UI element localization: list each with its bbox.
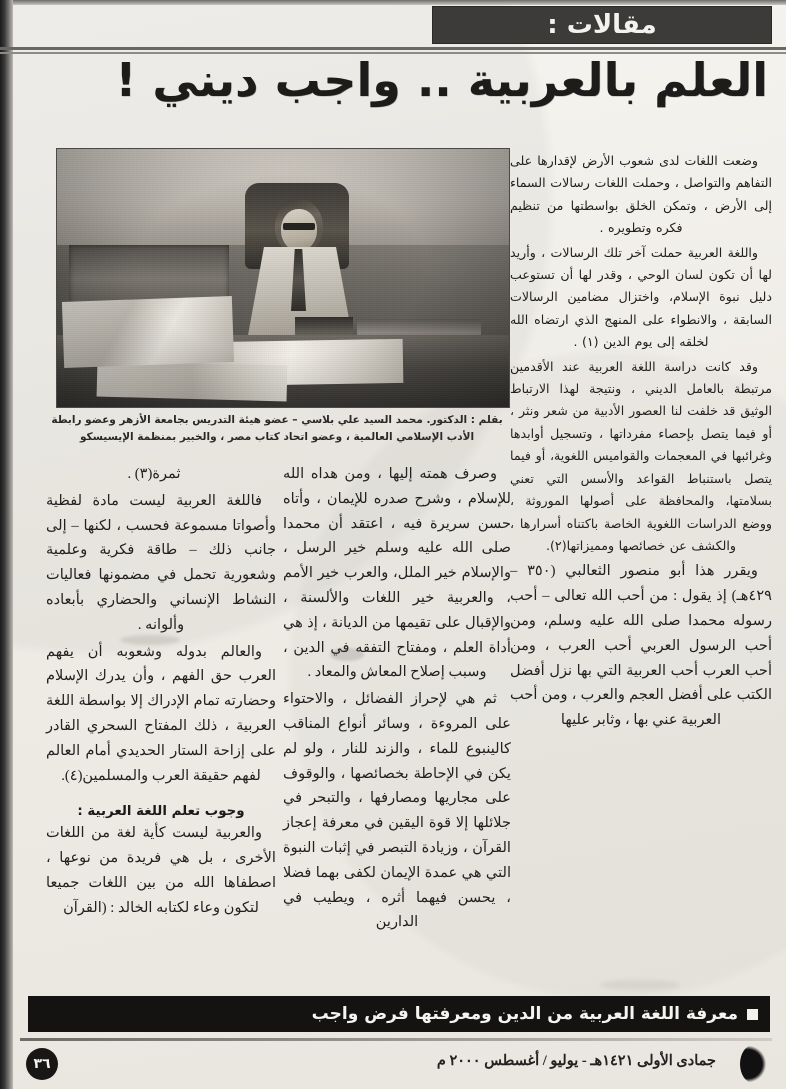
body-paragraph: والعالم بدوله وشعوبه أن يفهم العرب حق الفهم ، وأن يدرك الإسلام وحضارته تمام الإدراك إلا بواسطة اللغة العربية ، ذلك المفتاح السحري القادر على إزاحة الستار الحديدي أمام العالم لفهم حقيقة العرب والمسلمين(٤). — [46, 643, 276, 784]
column-right — [510, 150, 772, 735]
body-paragraph: والعربية ليست كأية لغة من اللغات الأخرى ، بل هي فريدة من نوعها ، اصطفاها الله من بين اللغات جميعا لتكون وعاء لكتابه الخالد : (القرآن — [46, 825, 276, 916]
square-bullet-icon — [747, 1009, 758, 1020]
page-number: ٣٦ — [26, 1048, 58, 1080]
scan-smudge — [740, 1045, 766, 1083]
section-subheading: وجوب تعلم اللغة العربية : — [77, 804, 245, 820]
section-banner-label: مقالات : — [547, 10, 657, 40]
body-paragraph: ثم هي لإحراز الفضائل ، والاحتواء على المروءة ، وسائر أنواع المناقب كالينبوع للماء ، والزند للنار ، ولو لم يكن في الإحاطة بخصائصها ، والوقوف على مجاريها ومصارفها ، والتبحر في جلائلها إلا قوة اليقين في معرفة إعجاز القرآن ، وزيادة التبصر في إثبات النبوة التي هي عمدة الإيمان لكفى بهما فضلا ، يحسن فيهما أثره ، ويطيب في الدارين — [283, 691, 511, 931]
scan-blotch — [600, 980, 680, 990]
column-left — [46, 462, 276, 923]
scan-edge-left — [0, 0, 13, 1089]
article-title: العلم بالعربية .. واجب ديني ! — [115, 53, 768, 107]
column-middle — [283, 462, 511, 937]
body-paragraph: وصرف همته إليها ، ومن هداه الله للإسلام ، وشرح صدره للإيمان ، وأتاه حسن سريرة فيه ، اعتقد أن محمدا صلى الله عليه وسلم خير الرسل ، والإسلام خير الملل، والعرب خير الأمم ، والعربية خير اللغات والألسنة ، والإقبال على تقيمها من الديانة ، إذ هي أداة العلم ، ومفتاح التفقه في الدين ، وسبب إصلاح المعاش والمعاد . — [283, 466, 511, 681]
issue-date: جمادى الأولى ١٤٢١هـ - يوليو / أغسطس ٢٠٠٠ م — [436, 1053, 716, 1069]
pull-quote-banner — [28, 996, 770, 1032]
section-banner — [432, 6, 772, 44]
author-photo — [56, 148, 510, 408]
footer-divider-rule — [20, 1038, 772, 1041]
body-paragraph: وضعت اللغات لدى شعوب الأرض لإقدارها على التفاهم والتواصل ، وحملت اللغات رسالات السماء إلى الأرض ، وتمكن الخلق بواسطتها من تنظيم فكره وتطويره . — [510, 153, 772, 236]
body-paragraph: واللغة العربية حملت آخر تلك الرسالات ، وأريد لها أن تكون لسان الوحي ، وقدر لها أن تستوعب دليل نبوة الإسلام، واختزال مضامين الرسالات السابقة ، والانطواء على المنهج الذي ارتضاه الله لخلقه إلى يوم الدين (١) . — [510, 244, 772, 350]
body-paragraph: وقد كانت دراسة اللغة العربية عند الأقدمين مرتبطة بالعامل الديني ، ونتيجة لهذا الارتباط الوثيق قد خلفت لنا العصور الأدبية من شعر ونثر ، أو فيما يتصل بإحصاء مفرداتها ، وتسجيل أوابدها وغرائبها في المعجمات والقواميس اللغوية، أو فيما يتصل باستنباط القواعد والأسس التي تعني بسلامتها، والمحافظة على أصولها الموروثة ، ووضع الدراسات اللغوية الخاصة باكتناه أسرارها ، والكشف عن خصائصها ومميزاتها(٢). — [510, 358, 772, 553]
pull-quote-text: معرفة اللغة العربية من الدين ومعرفتها فرض واجب — [311, 1004, 738, 1024]
scan-edge-top — [13, 0, 786, 5]
body-paragraph: ويقرر هذا أبو منصور الثعالبي (٣٥٠ – ٤٢٩هـ) إذ يقول : من أحب الله تعالى – أحب رسوله محمدا صلى الله عليه وسلم، ومن أحب الرسول العربي أحب العرب ، ومن أحب العرب أحب العربية التي بها نزل أفضل الكتب على أفضل العجم والعرب ، ومن أحب العربية عني بها ، وثابر عليها — [510, 563, 772, 729]
body-paragraph: ثمرة(٣) . — [127, 466, 181, 482]
page-footer — [14, 1044, 774, 1086]
photo-caption: بقلم : الدكتور. محمد السيد علي بلاسي – عضو هيئة التدريس بجامعة الأزهر وعضو رابطة الأدب الإسلامي العالمية ، وعضو اتحاد كتاب مصر ، والخبير بمنظمة الإيسيسكو — [51, 414, 503, 443]
body-paragraph: فاللغة العربية ليست مادة لفظية وأصواتا مسموعة فحسب ، لكنها – إلى جانب ذلك – طاقة فكرية وعلمية وشعورية تحمل في مضمونها فعاليات النشاط الإنساني والحضاري بأبعاده وألوانه . — [46, 492, 276, 633]
